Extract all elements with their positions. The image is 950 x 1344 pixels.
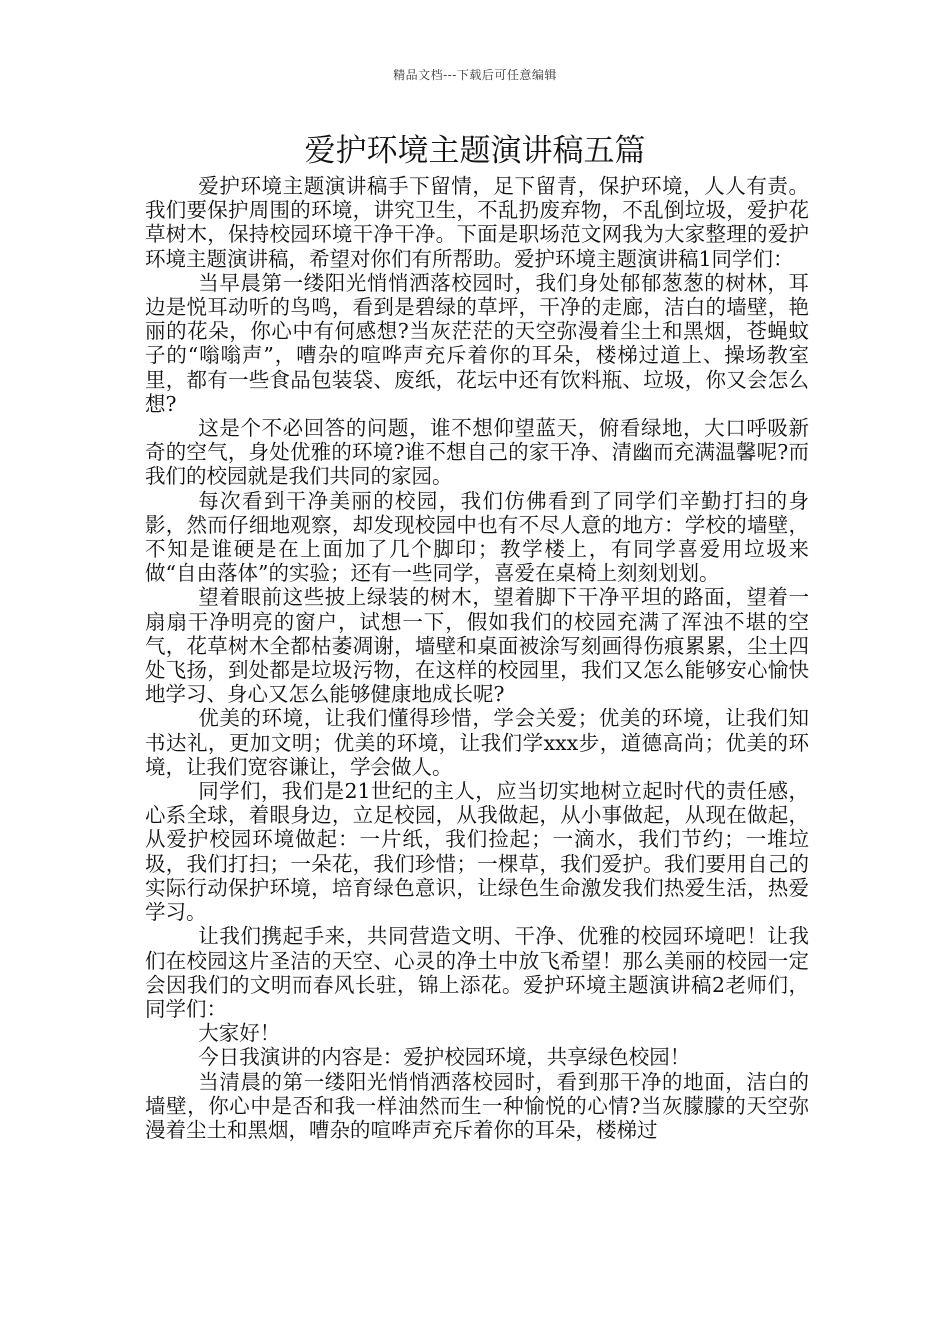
paragraph-2: 当早晨第一缕阳光悄悄洒落校园时，我们身处郁郁葱葱的树林，耳边是悦耳动听的鸟鸣，看到是碧绿的草坪，干净的走廊，洁白的墙壁，艳丽的花朵，你心中有何感想?当灰茫茫的天空弥漫着尘土和黑烟，苍蝇蚊子的“嗡嗡声”，嘈杂的喧哗声充斥着你的耳朵，楼梯过道上、操场教室里，都有一些食品包装袋、废纸，花坛中还有饮料瓶、垃圾，你又会怎么想? (145, 270, 809, 416)
paragraph-10: 今日我演讲的内容是：爱护校园环境，共享绿色校园！ (198, 1045, 691, 1070)
paragraph-11: 当清晨的第一缕阳光悄悄洒落校园时，看到那干净的地面，洁白的墙壁，你心中是否和我一样油然而生一种愉悦的心情?当灰朦朦的天空弥漫着尘土和黑烟，嘈杂的喧哗声充斥着你的耳朵，楼梯过 (145, 1069, 809, 1142)
paragraph-8: 让我们携起手来，共同营造文明、干净、优雅的校园环境吧！让我们在校园这片圣洁的天空、心灵的净土中放飞希望！那么美丽的校园一定会因我们的文明而春风长驻，锦上添花。爱护环境主题演讲稿2老师们，同学们： (145, 924, 809, 1021)
paragraph-5: 望着眼前这些披上绿装的树木，望着脚下干净平坦的路面，望着一扇扇干净明亮的窗户，试想一下，假如我们的校园充满了浑浊不堪的空气，花草树木全都枯萎凋谢，墙壁和桌面被涂写刻画得伤痕累累，尘土四处飞扬，到处都是垃圾污物，在这样的校园里，我们又怎么能够安心愉快地学习、身心又怎么能够健康地成长呢? (145, 585, 809, 707)
document-body (145, 174, 809, 1142)
document-title: 爱护环境主题演讲稿五篇 (304, 133, 646, 169)
paragraph-9: 大家好！ (198, 1021, 281, 1046)
paragraph-3: 这是个不必回答的问题，谁不想仰望蓝天，俯看绿地，大口呼吸新奇的空气，身处优雅的环境?谁不想自己的家干净、清幽而充满温馨呢?而我们的校园就是我们共同的家园。 (145, 416, 809, 489)
header-note: 精品文档---下载后可任意编辑 (393, 68, 557, 82)
paragraph-6: 优美的环境，让我们懂得珍惜，学会关爱；优美的环境，让我们知书达礼，更加文明；优美的环境，让我们学xxx步，道德高尚；优美的环境，让我们宽容谦让，学会做人。 (145, 706, 809, 779)
paragraph-4: 每次看到干净美丽的校园，我们仿佛看到了同学们辛勤打扫的身影，然而仔细地观察，却发现校园中也有不尽人意的地方：学校的墙壁，不知是谁硬是在上面加了几个脚印；教学楼上，有同学喜爱用垃圾来做“自由落体”的实验；还有一些同学，喜爱在桌椅上刻刻划划。 (145, 488, 809, 586)
paragraph-7: 同学们，我们是21世纪的主人，应当切实地树立起时代的责任感，心系全球，着眼身边，立足校园，从我做起，从小事做起，从现在做起，从爱护校园环境做起：一片纸，我们捡起；一滴水，我们节约；一堆垃圾，我们打扫；一朵花，我们珍惜；一棵草，我们爱护。我们要用自己的实际行动保护环境，培育绿色意识，让绿色生命激发我们热爱生活，热爱学习。 (145, 779, 809, 925)
paragraph-1: 爱护环境主题演讲稿手下留情，足下留青，保护环境，人人有责。我们要保护周围的环境，讲究卫生，不乱扔废弃物，不乱倒垃圾，爱护花草树木，保持校园环境干净干净。下面是职场范文网我为大家整理的爱护环境主题演讲稿，希望对你们有所帮助。爱护环境主题演讲稿1同学们： (145, 174, 809, 271)
